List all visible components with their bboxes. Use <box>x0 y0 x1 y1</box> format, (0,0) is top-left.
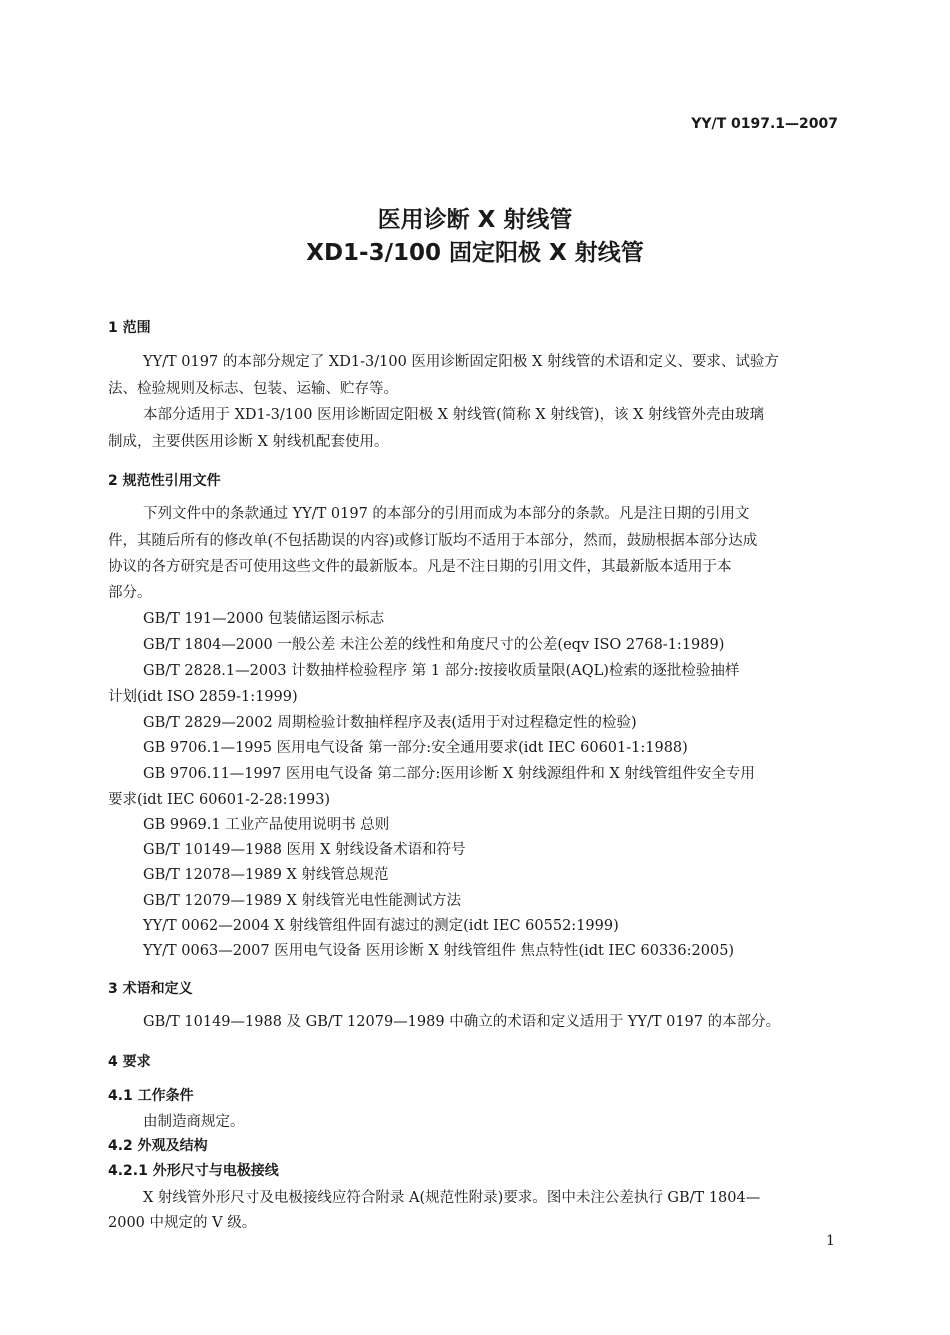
title-line-1: 医用诊断 X 射线管 <box>377 207 573 233</box>
reference-item: GB/T 2828.1—2003 计数抽样检验程序 第 1 部分:按接收质量限(AQL)检索的逐批检验抽样 <box>143 663 740 679</box>
reference-item: GB/T 10149—1988 医用 X 射线设备术语和符号 <box>143 842 466 858</box>
reference-item: YY/T 0062—2004 X 射线管组件固有滤过的测定(idt IEC 60552:1999) <box>143 918 619 934</box>
title-line-2: XD1-3/100 固定阳极 X 射线管 <box>306 240 644 266</box>
subsection-heading: 4.2 外观及结构 <box>108 1138 208 1154</box>
paragraph-line: 法、检验规则及标志、包装、运输、贮存等。 <box>108 381 398 397</box>
section-heading: 2 规范性引用文件 <box>108 473 221 489</box>
paragraph-line: 下列文件中的条款通过 YY/T 0197 的本部分的引用而成为本部分的条款。凡是注日期的引用文 <box>143 506 750 522</box>
paragraph-line: 由制造商规定。 <box>143 1114 245 1130</box>
reference-item: GB/T 191—2000 包装储运图示标志 <box>143 611 385 627</box>
reference-item: GB/T 12079—1989 X 射线管光电性能测试方法 <box>143 893 461 909</box>
paragraph-line: 制成，主要供医用诊断 X 射线机配套使用。 <box>108 434 389 450</box>
paragraph-line: 协议的各方研究是否可使用这些文件的最新版本。凡是不注日期的引用文件，其最新版本适用于本 <box>108 559 732 575</box>
paragraph-line: YY/T 0197 的本部分规定了 XD1-3/100 医用诊断固定阳极 X 射线管的术语和定义、要求、试验方 <box>143 354 779 370</box>
paragraph-line: 件，其随后所有的修改单(不包括勘误的内容)或修订版均不适用于本部分，然而，鼓励根据本部分达成 <box>108 533 758 549</box>
section-heading: 3 术语和定义 <box>108 981 193 997</box>
subsection-heading: 4.1 工作条件 <box>108 1088 194 1104</box>
reference-item: 计划(idt ISO 2859-1:1999) <box>108 689 298 705</box>
standard-number: YY/T 0197.1—2007 <box>691 116 838 132</box>
section-heading: 4 要求 <box>108 1054 151 1070</box>
page-number: 1 <box>826 1233 835 1249</box>
paragraph-line: X 射线管外形尺寸及电极接线应符合附录 A(规范性附录)要求。图中未注公差执行 GB/T 1804— <box>143 1190 761 1206</box>
reference-item: GB 9706.1—1995 医用电气设备 第一部分:安全通用要求(idt IEC 60601-1:1988) <box>143 740 688 756</box>
subsection-heading: 4.2.1 外形尺寸与电极接线 <box>108 1163 279 1179</box>
paragraph-line: 部分。 <box>108 585 152 601</box>
section-heading: 1 范围 <box>108 320 151 336</box>
reference-item: YY/T 0063—2007 医用电气设备 医用诊断 X 射线管组件 焦点特性(idt IEC 60336:2005) <box>143 943 735 959</box>
reference-item: GB/T 2829—2002 周期检验计数抽样程序及表(适用于对过程稳定性的检验) <box>143 715 637 731</box>
paragraph-line: GB/T 10149—1988 及 GB/T 12079—1989 中确立的术语和定义适用于 YY/T 0197 的本部分。 <box>143 1014 781 1030</box>
paragraph-line: 本部分适用于 XD1-3/100 医用诊断固定阳极 X 射线管(简称 X 射线管)，该 X 射线管外壳由玻璃 <box>143 407 765 423</box>
reference-item: GB/T 1804—2000 一般公差 未注公差的线性和角度尺寸的公差(eqv ISO 2768-1:1989) <box>143 637 725 653</box>
reference-item: GB/T 12078—1989 X 射线管总规范 <box>143 867 389 883</box>
reference-item: GB 9706.11—1997 医用电气设备 第二部分:医用诊断 X 射线源组件和 X 射线管组件安全专用 <box>143 766 755 782</box>
reference-item: GB 9969.1 工业产品使用说明书 总则 <box>143 817 390 833</box>
reference-item: 要求(idt IEC 60601-2-28:1993) <box>108 792 331 808</box>
paragraph-line: 2000 中规定的 V 级。 <box>108 1215 257 1231</box>
